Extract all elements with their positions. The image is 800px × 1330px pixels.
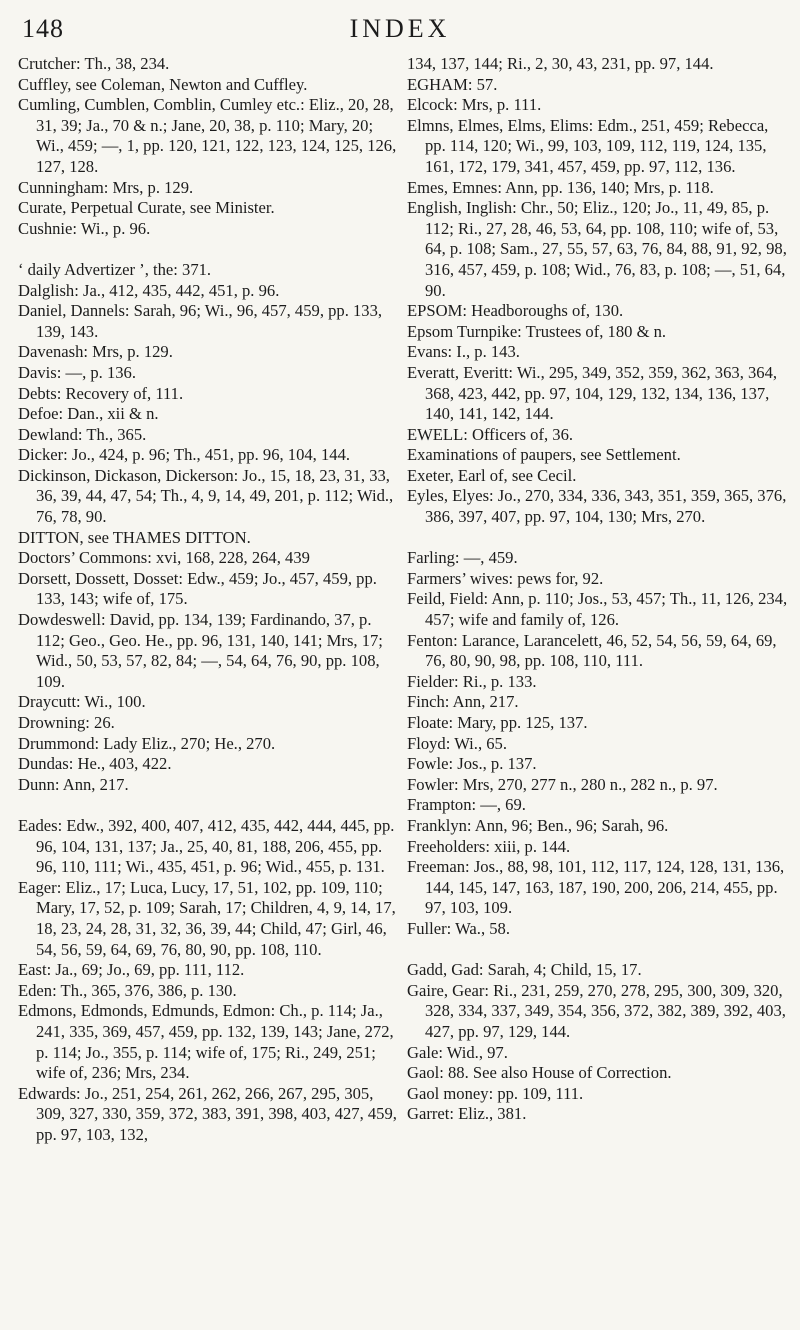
index-entry: East: Ja., 69; Jo., 69, pp. 111, 112.	[18, 960, 245, 980]
index-entry: Daniel, Dannels: Sarah, 96; Wi., 96, 457, 459, pp. 133, 139, 143.	[18, 301, 383, 341]
index-entry: Garret: Eliz., 381.	[407, 1104, 527, 1124]
index-entry: Defoe: Dan., xii & n.	[18, 404, 159, 424]
index-entry: Dundas: He., 403, 422.	[18, 754, 172, 774]
index-entry: Floyd: Wi., 65.	[407, 733, 507, 753]
index-entry: Franklyn: Ann, 96; Ben., 96; Sarah, 96.	[407, 815, 669, 835]
index-entry: Farmers’ wives: pews for, 92.	[407, 568, 604, 588]
index-entry: Fowle: Jos., p. 137.	[407, 754, 537, 774]
section-gap	[407, 528, 788, 549]
index-entry: Evans: I., p. 143.	[407, 342, 520, 362]
index-entry: Emes, Emnes: Ann, pp. 136, 140; Mrs, p. 118.	[407, 177, 714, 197]
index-column-right	[407, 54, 788, 1145]
index-entry: Elcock: Mrs, p. 111.	[407, 95, 542, 115]
index-entry: Crutcher: Th., 38, 234.	[18, 54, 170, 73]
index-entry: Exeter, Earl of, see Cecil.	[407, 465, 577, 485]
index-entry: Doctors’ Commons: xvi, 168, 228, 264, 439	[18, 548, 310, 568]
index-entry: Dicker: Jo., 424, p. 96; Th., 451, pp. 96, 104, 144.	[18, 445, 351, 465]
index-entry: Eden: Th., 365, 376, 386, p. 130.	[18, 980, 237, 1000]
index-entry: Eyles, Elyes: Jo., 270, 334, 336, 343, 351, 359, 365, 376, 386, 397, 407, pp. 97, 104, 130; Mrs, 270.	[407, 486, 787, 527]
index-entry: Gaire, Gear: Ri., 231, 259, 270, 278, 295, 300, 309, 320, 328, 334, 337, 349, 354, 356, 372, 382, 389, 392, 403, 427, pp. 97, 129, 144.	[407, 980, 786, 1041]
index-entry: Eades: Edw., 392, 400, 407, 412, 435, 442, 444, 445, pp. 96, 104, 131, 137; Ja., 25, 40, 81, 188, 206, 455, pp. 96, 110, 111; Wi., 435, 451, p. 96; Wid., 455, p. 131.	[18, 815, 395, 877]
index-entry: Farling: —, 459.	[407, 548, 518, 568]
index-entry: Cumling, Cumblen, Comblin, Cumley etc.: Eliz., 20, 28, 31, 39; Ja., 70 & n.; Jane, 20, 38, p. 110; Mary, 20; Wi., 459; —, 1, pp. 120, 121, 122, 123, 124, 125, 126, 127, 128.	[18, 95, 397, 176]
index-entry: EPSOM: Headboroughs of, 130.	[407, 301, 624, 321]
index-entry: Cunningham: Mrs, p. 129.	[18, 177, 194, 197]
index-entry: Fowler: Mrs, 270, 277 n., 280 n., 282 n., p. 97.	[407, 774, 718, 794]
page-number: 148	[22, 14, 64, 43]
index-entry: Floate: Mary, pp. 125, 137.	[407, 713, 588, 732]
index-entry: Dewland: Th., 365.	[18, 424, 147, 444]
index-entry: Dickinson, Dickason, Dickerson: Jo., 15, 18, 23, 31, 33, 36, 39, 44, 47, 54; Th., 4, 9, 14, 49, 201, p. 112; Wid., 76, 78, 90.	[18, 465, 394, 527]
index-entry: ‘ daily Advertizer ’, the: 371.	[18, 259, 212, 279]
index-entry: Draycutt: Wi., 100.	[18, 692, 146, 712]
index-entry: Finch: Ann, 217.	[407, 692, 519, 712]
index-entry: Fuller: Wa., 58.	[407, 918, 510, 938]
index-entry: Drummond: Lady Eliz., 270; He., 270.	[18, 733, 276, 753]
index-columns	[18, 54, 788, 1145]
index-entry: EWELL: Officers of, 36.	[407, 424, 574, 444]
index-entry: Dalglish: Ja., 412, 435, 442, 451, p. 96.	[18, 280, 280, 300]
page-header	[22, 14, 778, 48]
index-entry: EGHAM: 57.	[407, 74, 498, 94]
index-entry: Gale: Wid., 97.	[407, 1042, 508, 1062]
index-entry: Fenton: Larance, Larancelett, 46, 52, 54, 56, 59, 64, 69, 76, 80, 90, 98, pp. 108, 110, 111.	[407, 630, 777, 671]
index-entry: Dunn: Ann, 217.	[18, 774, 129, 794]
index-entry: Cuffley, see Coleman, Newton and Cuffley.	[18, 74, 308, 94]
index-entry: Eager: Eliz., 17; Luca, Lucy, 17, 51, 102, pp. 109, 110; Mary, 17, 52, p. 109; Sarah, 17; Children, 4, 9, 14, 17, 18, 23, 24, 28, 31, 32, 36, 39, 44; Child, 47; Girl, 46, 54, 56, 59, 64, 69, 76, 80, 90, pp. 108, 110.	[18, 877, 396, 959]
index-entry: Fielder: Ri., p. 133.	[407, 671, 537, 691]
running-head: INDEX	[349, 14, 451, 43]
section-gap	[18, 795, 399, 816]
index-entry: Curate, Perpetual Curate, see Minister.	[18, 198, 275, 218]
index-entry: Drowning: 26.	[18, 713, 115, 732]
section-gap	[407, 940, 788, 961]
index-entry: Examinations of paupers, see Settlement.	[407, 445, 681, 465]
index-entry: Edmons, Edmonds, Edmunds, Edmon: Ch., p. 114; Ja., 241, 335, 369, 457, 459, pp. 132, 139, 143; Jane, 272, p. 114; Jo., 355, p. 114; wife of, 175; Ri., 249, 251; wife of, 236; Mrs, 234.	[18, 1001, 394, 1083]
section-gap	[18, 239, 399, 260]
index-entry: Epsom Turnpike: Trustees of, 180 & n.	[407, 321, 667, 341]
index-entry: Elmns, Elmes, Elms, Elims: Edm., 251, 459; Rebecca, pp. 114, 120; Wi., 99, 103, 109, 112, 119, 124, 135, 161, 172, 179, 341, 457, 459, pp. 97, 112, 136.	[407, 115, 769, 176]
index-entry: DITTON, see THAMES DITTON.	[18, 527, 251, 547]
index-entry: Edwards: Jo., 251, 254, 261, 262, 266, 267, 295, 305, 309, 327, 330, 359, 372, 383, 391, 398, 403, 427, 459, pp. 97, 103, 132,	[18, 1083, 397, 1144]
index-entry: Feild, Field: Ann, p. 110; Jos., 53, 457; Th., 11, 126, 234, 457; wife and family of, 126.	[407, 589, 788, 630]
index-entry: English, Inglish: Chr., 50; Eliz., 120; Jo., 11, 49, 85, p. 112; Ri., 27, 28, 46, 53, 64, pp. 108, 110; wife of, 53, 64, p. 108; Sam., 27, 55, 57, 63, 76, 84, 88, 91, 92, 98, 316, 457, 459, p. 108; Wid., 76, 83, p. 108; —, 51, 64, 90.	[407, 198, 787, 300]
index-entry: Gaol money: pp. 109, 111.	[407, 1083, 584, 1103]
index-entry: Freeholders: xiii, p. 144.	[407, 836, 571, 856]
index-entry: Davenash: Mrs, p. 129.	[18, 342, 173, 362]
index-entry: Dowdeswell: David, pp. 134, 139; Fardinando, 37, p. 112; Geo., Geo. He., pp. 96, 131, 140, 141; Mrs, 17; Wid., 50, 53, 57, 82, 84; —, 54, 64, 76, 90, pp. 108, 109.	[18, 610, 383, 691]
index-entry: Debts: Recovery of, 111.	[18, 383, 184, 403]
index-entry: 134, 137, 144; Ri., 2, 30, 43, 231, pp. 97, 144.	[407, 54, 714, 73]
index-entry: Frampton: —, 69.	[407, 795, 526, 815]
index-entry: Dorsett, Dossett, Dosset: Edw., 459; Jo., 457, 459, pp. 133, 143; wife of, 175.	[18, 568, 377, 609]
index-entry: Gaol: 88. See also House of Correction.	[407, 1063, 672, 1083]
index-entry: Gadd, Gad: Sarah, 4; Child, 15, 17.	[407, 960, 642, 980]
index-entry: Cushnie: Wi., p. 96.	[18, 218, 151, 238]
index-entry: Freeman: Jos., 88, 98, 101, 112, 117, 124, 128, 131, 136, 144, 145, 147, 163, 187, 190, 200, 206, 214, 455, pp. 97, 103, 109.	[407, 857, 785, 918]
index-entry: Everatt, Everitt: Wi., 295, 349, 352, 359, 362, 363, 364, 368, 423, 442, pp. 97, 104, 129, 132, 134, 136, 137, 140, 141, 142, 144.	[407, 362, 778, 424]
index-entry: Davis: —, p. 136.	[18, 362, 136, 382]
index-column-left	[18, 54, 399, 1145]
